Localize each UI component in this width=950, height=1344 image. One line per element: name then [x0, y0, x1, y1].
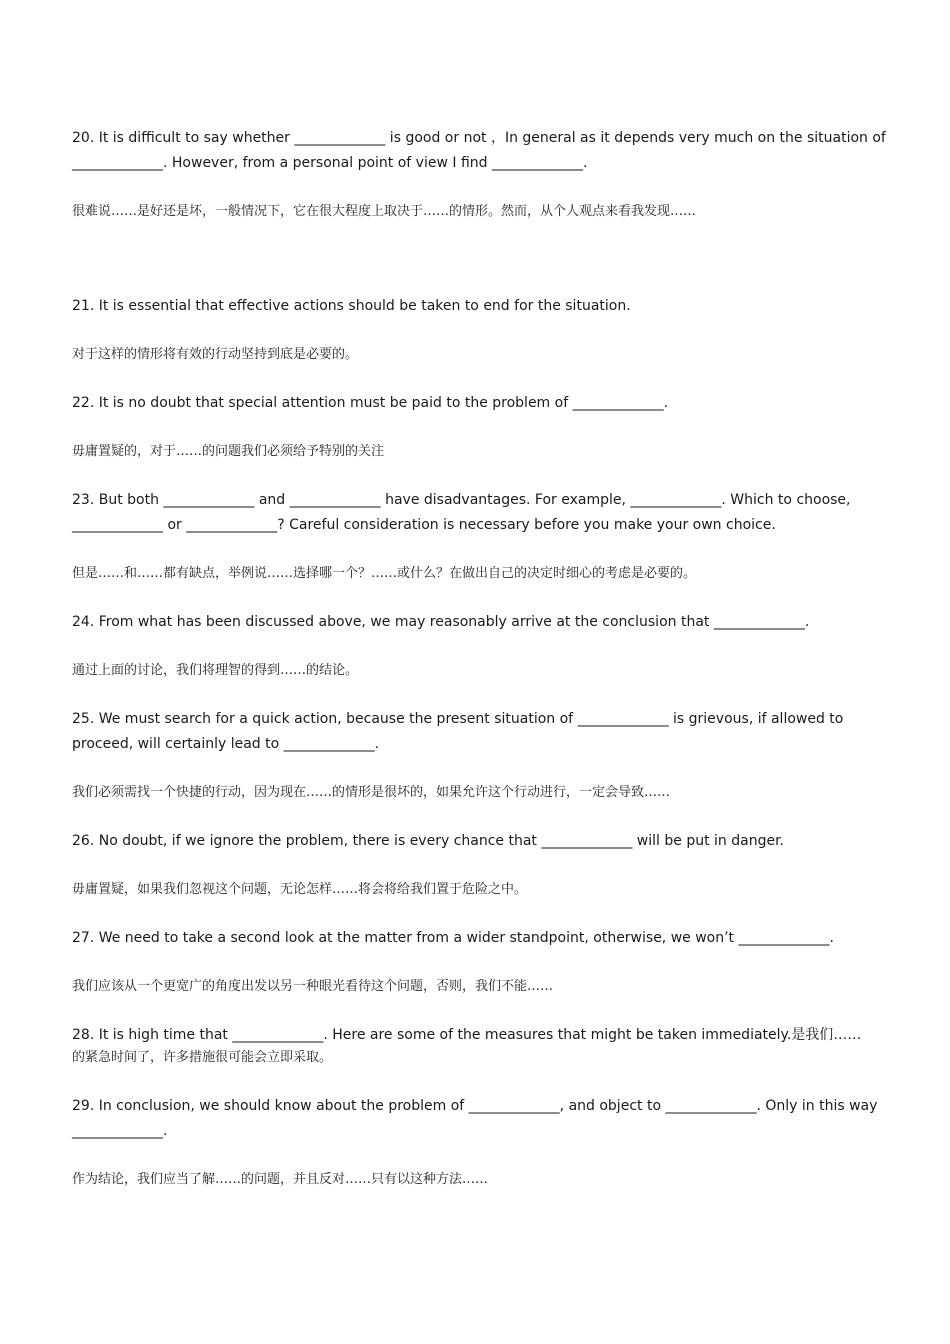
- sentence-27-en: 27. We need to take a second look at the matter from a wider standpoint, otherwise, we won’t _____________.: [72, 930, 834, 946]
- sentence-21-zh: 对于这样的情形将有效的行动坚持到底是必要的。: [72, 347, 359, 362]
- sentence-26-zh: 毋庸置疑，如果我们忽视这个问题，无论怎样……将会将给我们置于危险之中。: [72, 882, 528, 897]
- sentence-24-en: 24. From what has been discussed above, we may reasonably arrive at the conclusion that _____________.: [72, 614, 810, 630]
- sentence-22-zh: 毋庸置疑的，对于……的问题我们必须给予特别的关注: [72, 444, 385, 459]
- sentence-20-en: 20. It is difficult to say whether _____________ is good or not ，In general as it depends very much on the situation of _____________. However, from a personal point of view I find _____________.: [72, 130, 886, 171]
- sentence-20-zh: 很难说……是好还是坏，一般情况下，它在很大程度上取决于……的情形。然而，从个人观点来看我发现……: [72, 204, 697, 219]
- sentence-22-en: 22. It is no doubt that special attention must be paid to the problem of _____________.: [72, 395, 669, 411]
- sentence-28-zh: 的紧急时间了，许多措施很可能会立即采取。: [72, 1050, 333, 1065]
- sentence-29-zh: 作为结论，我们应当了解……的问题，并且反对……只有以这种方法……: [72, 1172, 489, 1187]
- sentence-27-zh: 我们应该从一个更宽广的角度出发以另一种眼光看待这个问题，否则，我们不能……: [72, 979, 554, 994]
- sentence-23-zh: 但是……和……都有缺点，举例说……选择哪一个？……或什么？在做出自己的决定时细心的考虑是必要的。: [72, 566, 697, 581]
- sentence-26-en: 26. No doubt, if we ignore the problem, there is every chance that _____________ will be put in danger.: [72, 833, 784, 849]
- sentence-25-zh: 我们必须需找一个快捷的行动，因为现在……的情形是很坏的，如果允许这个行动进行，一定会导致……: [72, 785, 671, 800]
- document-page: [72, 126, 898, 1190]
- sentence-24-zh: 通过上面的讨论，我们将理智的得到……的结论。: [72, 663, 359, 678]
- sentence-21-en: 21. It is essential that effective actions should be taken to end for the situation.: [72, 298, 631, 314]
- sentence-28-en: 28. It is high time that _____________. Here are some of the measures that might be taken immediately.是我们……: [72, 1027, 862, 1043]
- sentence-29-en: 29. In conclusion, we should know about the problem of _____________, and object to _____________. Only in this way _____________.: [72, 1098, 878, 1139]
- sentence-25-en: 25. We must search for a quick action, because the present situation of _____________ is grievous, if allowed to proceed, will certainly lead to _____________.: [72, 711, 844, 752]
- sentence-23-en: 23. But both _____________ and _____________ have disadvantages. For example, _____________. Which to choose, _____________ or _____________? Careful consideration is necessary before you make your own choice.: [72, 492, 851, 533]
